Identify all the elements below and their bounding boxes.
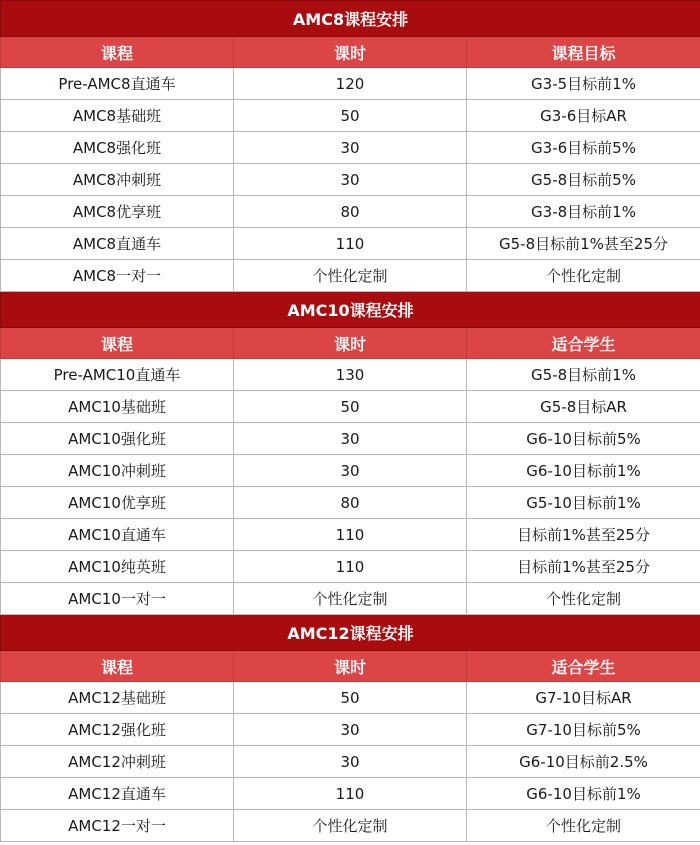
table-row [1,682,700,714]
hours-cell: 个性化定制 [234,260,467,292]
course-name-cell: AMC10纯英班 [1,551,234,583]
column-header: 适合学生 [467,328,700,359]
hours-cell: 30 [234,455,467,487]
hours-cell: 个性化定制 [234,810,467,842]
table-row [1,810,700,842]
section-title: AMC10课程安排 [1,292,700,328]
course-name-cell: AMC12直通车 [1,778,234,810]
target-cell: G5-8目标前1%甚至25分 [467,228,700,260]
table-row [1,746,700,778]
table-row [1,132,700,164]
section-title-row [1,1,700,37]
target-cell: G7-10目标前5% [467,714,700,746]
course-name-cell: AMC10冲刺班 [1,455,234,487]
course-name-cell: AMC12基础班 [1,682,234,714]
table-row [1,455,700,487]
hours-cell: 50 [234,682,467,714]
column-header-row [1,37,700,68]
table-row [1,423,700,455]
column-header: 课时 [234,37,467,68]
target-cell: G3-8目标前1% [467,196,700,228]
section-title-row [1,292,700,328]
hours-cell: 80 [234,196,467,228]
target-cell: 个性化定制 [467,583,700,615]
course-name-cell: AMC8冲刺班 [1,164,234,196]
hours-cell: 30 [234,132,467,164]
hours-cell: 80 [234,487,467,519]
table-row [1,100,700,132]
course-name-cell: AMC10一对一 [1,583,234,615]
table-row [1,164,700,196]
course-name-cell: AMC10强化班 [1,423,234,455]
table-row [1,714,700,746]
column-header: 课时 [234,651,467,682]
table-row [1,68,700,100]
course-name-cell: AMC12强化班 [1,714,234,746]
course-name-cell: AMC10基础班 [1,391,234,423]
hours-cell: 110 [234,228,467,260]
section-title: AMC8课程安排 [1,1,700,37]
table-row [1,778,700,810]
target-cell: G6-10目标前2.5% [467,746,700,778]
table-row [1,487,700,519]
course-name-cell: AMC12冲刺班 [1,746,234,778]
column-header: 适合学生 [467,651,700,682]
section-title-row [1,615,700,651]
target-cell: G5-8目标前1% [467,359,700,391]
table-row [1,551,700,583]
course-name-cell: AMC8直通车 [1,228,234,260]
target-cell: G7-10目标AR [467,682,700,714]
course-name-cell: AMC8一对一 [1,260,234,292]
hours-cell: 30 [234,164,467,196]
hours-cell: 个性化定制 [234,583,467,615]
target-cell: G3-6目标AR [467,100,700,132]
hours-cell: 110 [234,519,467,551]
course-name-cell: AMC8优享班 [1,196,234,228]
target-cell: 目标前1%甚至25分 [467,519,700,551]
table-row [1,196,700,228]
column-header: 课程目标 [467,37,700,68]
column-header: 课程 [1,328,234,359]
column-header: 课程 [1,37,234,68]
target-cell: G3-6目标前5% [467,132,700,164]
hours-cell: 110 [234,551,467,583]
table-row [1,359,700,391]
course-name-cell: AMC8强化班 [1,132,234,164]
column-header-row [1,651,700,682]
column-header: 课时 [234,328,467,359]
hours-cell: 50 [234,391,467,423]
target-cell: G6-10目标前1% [467,455,700,487]
course-name-cell: AMC8基础班 [1,100,234,132]
table-row [1,391,700,423]
hours-cell: 110 [234,778,467,810]
target-cell: G6-10目标前1% [467,778,700,810]
target-cell: 个性化定制 [467,810,700,842]
table-row [1,519,700,551]
target-cell: G5-8目标前5% [467,164,700,196]
hours-cell: 30 [234,714,467,746]
table-row [1,260,700,292]
course-name-cell: AMC10直通车 [1,519,234,551]
table-row [1,228,700,260]
hours-cell: 130 [234,359,467,391]
section-title: AMC12课程安排 [1,615,700,651]
course-name-cell: Pre-AMC10直通车 [1,359,234,391]
target-cell: 个性化定制 [467,260,700,292]
target-cell: G5-8目标AR [467,391,700,423]
hours-cell: 30 [234,423,467,455]
target-cell: G5-10目标前1% [467,487,700,519]
column-header: 课程 [1,651,234,682]
course-name-cell: Pre-AMC8直通车 [1,68,234,100]
target-cell: 目标前1%甚至25分 [467,551,700,583]
target-cell: G3-5目标前1% [467,68,700,100]
column-header-row [1,328,700,359]
table-row [1,583,700,615]
hours-cell: 30 [234,746,467,778]
hours-cell: 120 [234,68,467,100]
course-name-cell: AMC12一对一 [1,810,234,842]
hours-cell: 50 [234,100,467,132]
target-cell: G6-10目标前5% [467,423,700,455]
course-name-cell: AMC10优享班 [1,487,234,519]
